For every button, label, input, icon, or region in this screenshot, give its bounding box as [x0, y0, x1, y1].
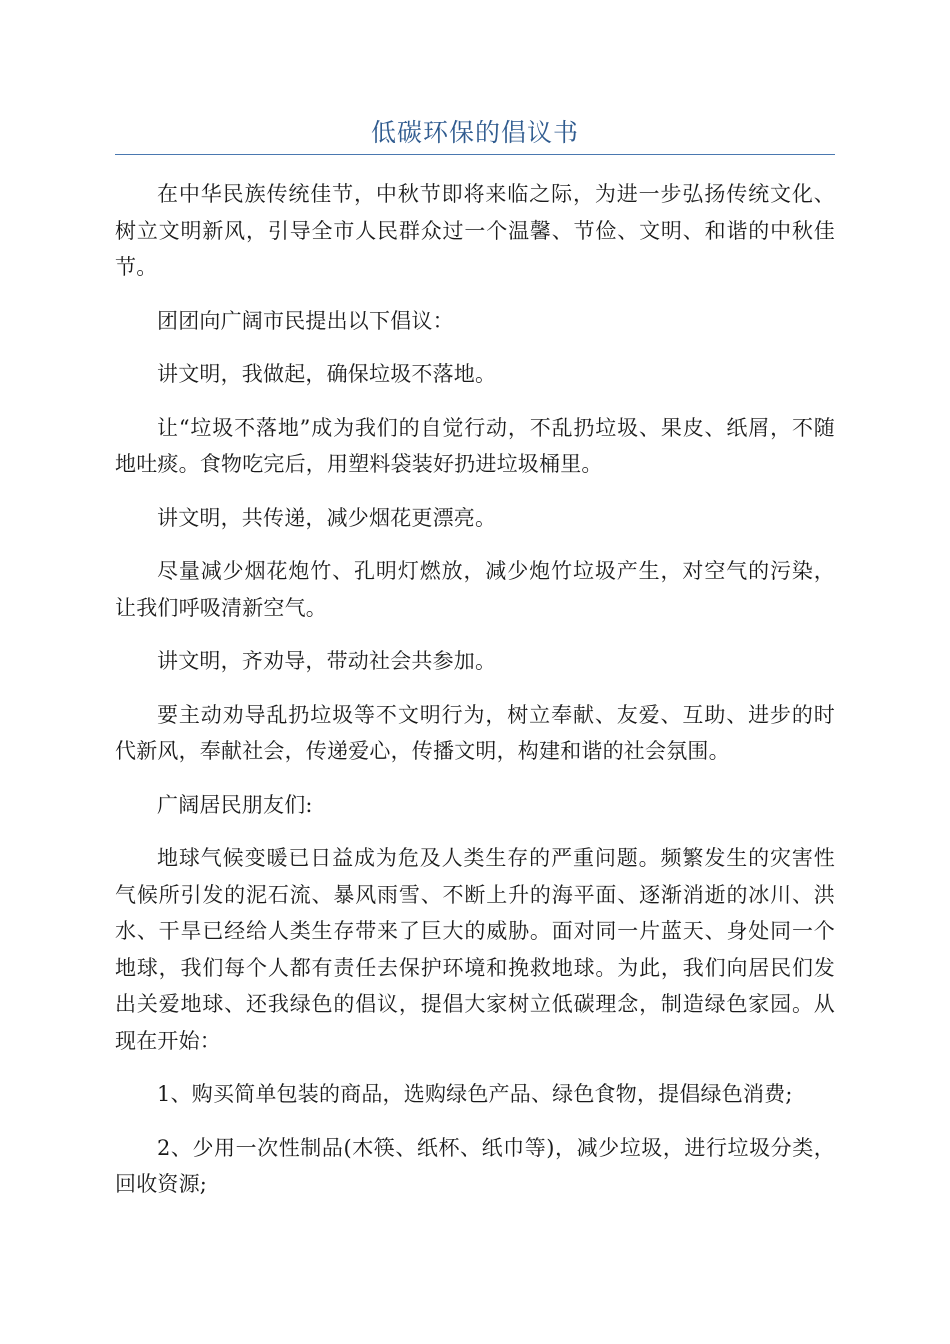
document-body: [115, 176, 835, 1220]
paragraph-salutation: 广阔居民朋友们:: [157, 792, 313, 817]
paragraph-proposal-lead: 团团向广阔市民提出以下倡议：: [157, 308, 454, 333]
document-title: 低碳环保的倡议书: [370, 118, 579, 147]
paragraph-item-1: 1、购买简单包装的商品，选购绿色产品、绿色食物，提倡绿色消费;: [157, 1082, 793, 1106]
title-underline: [115, 154, 835, 155]
paragraph-intro: 在中华民族传统佳节，中秋节即将来临之际，为进一步弘扬传统文化、树立文明新风，引导全市人民群众过一个温馨、节俭、文明、和谐的中秋佳节。: [115, 182, 835, 279]
paragraph-climate: 地球气候变暖已日益成为危及人类生存的严重问题。频繁发生的灾害性气候所引发的泥石流、暴风雨雪、不断上升的海平面、逐渐消逝的冰川、洪水、干旱已经给人类生存带来了巨大的威胁。面对同一片蓝天、身处同一个地球，我们每个人都有责任去保护环境和挽救地球。为此，我们向居民们发出关爱地球、还我绿色的倡议，提倡大家树立低碳理念，制造绿色家园。从现在开始：: [115, 846, 835, 1053]
paragraph-item-2: 2、少用一次性制品(木筷、纸杯、纸巾等)，减少垃圾，进行垃圾分类，回收资源;: [115, 1135, 835, 1196]
paragraph-litter-detail: 让“垃圾不落地”成为我们的自觉行动，不乱扔垃圾、果皮、纸屑，不随地吐痰。食物吃完后，用塑料袋装好扔进垃圾桶里。: [115, 415, 835, 476]
paragraph-fireworks-detail: 尽量减少烟花炮竹、孔明灯燃放，减少炮竹垃圾产生，对空气的污染，让我们呼吸清新空气。: [115, 559, 835, 620]
paragraph-heading-fireworks: 讲文明，共传递，减少烟花更漂亮。: [157, 505, 497, 530]
paragraph-persuade-detail: 要主动劝导乱扔垃圾等不文明行为，树立奉献、友爱、互助、进步的时代新风，奉献社会，传递爱心，传播文明，构建和谐的社会氛围。: [115, 702, 835, 763]
paragraph-heading-persuade: 讲文明，齐劝导，带动社会共参加。: [157, 649, 497, 673]
paragraph-heading-litter: 讲文明，我做起，确保垃圾不落地。: [157, 362, 497, 386]
